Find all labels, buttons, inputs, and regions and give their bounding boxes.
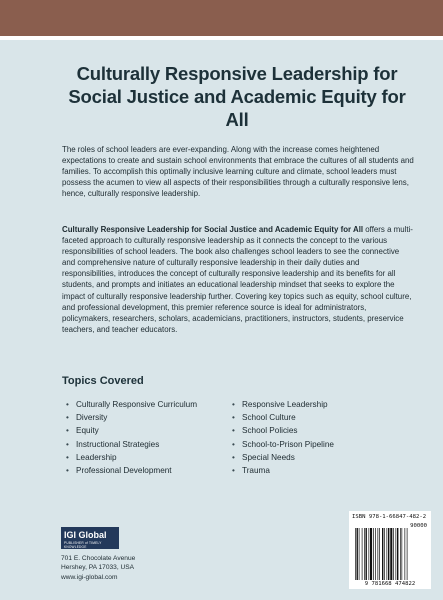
barcode-bar [370,528,372,580]
topics-column-right [232,398,334,477]
barcode-bar [384,528,385,580]
topic-item: • School-to-Prison Pipeline [232,438,334,451]
barcode-bar [373,528,374,580]
topic-item: • Special Needs [232,451,334,464]
description-paragraph-2 [62,224,414,335]
barcode-bar [388,528,389,580]
publisher-address [61,554,181,582]
isbn-barcode [349,511,431,589]
barcode-bar [364,528,365,580]
barcode-bar [402,528,403,580]
barcode-bar [379,528,380,580]
barcode-bar [366,528,367,580]
barcode-bar [387,528,388,580]
barcode-bar [357,528,358,580]
topics-column-left [66,398,197,477]
barcode-bar [362,528,363,580]
isbn-text: ISBN 978-1-66847-482-2 [352,514,427,520]
publisher-logo [61,527,119,549]
description-paragraph-1: The roles of school leaders are ever-expanding. Along with the increase comes heightened expectations to create and sustain school environments that embrace the cultures of all students and families. To accomplish this optimally inclusive learning culture and climate, school leaders must possess the acumen to view all aspects of their responsibilities through a culturally responsive lens, hence, culturally responsive leadership. [62,145,414,199]
barcode-bar [400,528,401,580]
topic-item: • Leadership [66,451,197,464]
publisher-logo-tagline: PUBLISHER of TIMELY KNOWLEDGE [64,541,102,549]
book-title: Culturally Responsive Leadership for Social Justice and Academic Equity for All [68,63,406,130]
barcode-bar [396,528,397,580]
barcode-bar [359,528,360,580]
barcode-digits: 9 781668 474822 [364,581,416,587]
back-cover-content [62,62,414,476]
topics-heading: Topics Covered [62,375,144,387]
topic-item: • Trauma [232,464,334,477]
topic-item: • Responsive Leadership [232,398,334,411]
barcode-bar [405,528,406,580]
barcode-bar [382,528,383,580]
topic-item: • School Policies [232,424,334,437]
address-line-1: 701 E. Chocolate Avenue [61,555,136,562]
barcode-bar [393,528,394,580]
topic-item: • Diversity [66,411,197,424]
top-white-stripe [0,36,443,40]
publisher-logo-text: IGI Global [64,530,107,540]
topic-item: • Professional Development [66,464,197,477]
address-line-2: Hershey, PA 17033, USA [61,564,135,572]
barcode-bar [355,528,356,580]
price-code: 90000 [410,523,427,529]
topic-item: • Culturally Responsive Curriculum [66,398,197,411]
topic-item: • Equity [66,424,197,437]
topic-item: • School Culture [232,411,334,424]
top-color-band [0,0,443,36]
barcode-bar [390,528,392,580]
publisher-website: www.igi-global.com [61,573,118,581]
barcode-bar [397,528,398,580]
topic-item: • Instructional Strategies [66,438,197,451]
barcode-bars [355,528,425,580]
description-book-title: Culturally Responsive Leadership for Social Justice and Academic Equity for All [62,225,364,234]
publisher-block [61,527,181,582]
barcode-bar [369,528,370,580]
barcode-bar [407,528,408,580]
barcode-bar [375,528,376,580]
description-paragraph-2-text: offers a multi-faceted approach to culturally responsive leadership as it connects the concept to the various responsibilities of school leaders. The book also challenges school leaders to see the connective and comprehensive nature of culturally responsive leadership in their daily duties and responsibilities, introduces the concept of culturally responsive leadership and its benefits for all students, and prompts and initiates an educational leadership mindset that seeks to explore the impact of culturally responsive leadership further. Covering key topics such as equity, school culture, and professional development, this premier reference source is ideal for administrators, policymakers, researchers, scholars, academicians, practitioners, instructors, students, preservice teachers, and teacher educators. [62,225,413,334]
barcode-bar [378,528,379,580]
